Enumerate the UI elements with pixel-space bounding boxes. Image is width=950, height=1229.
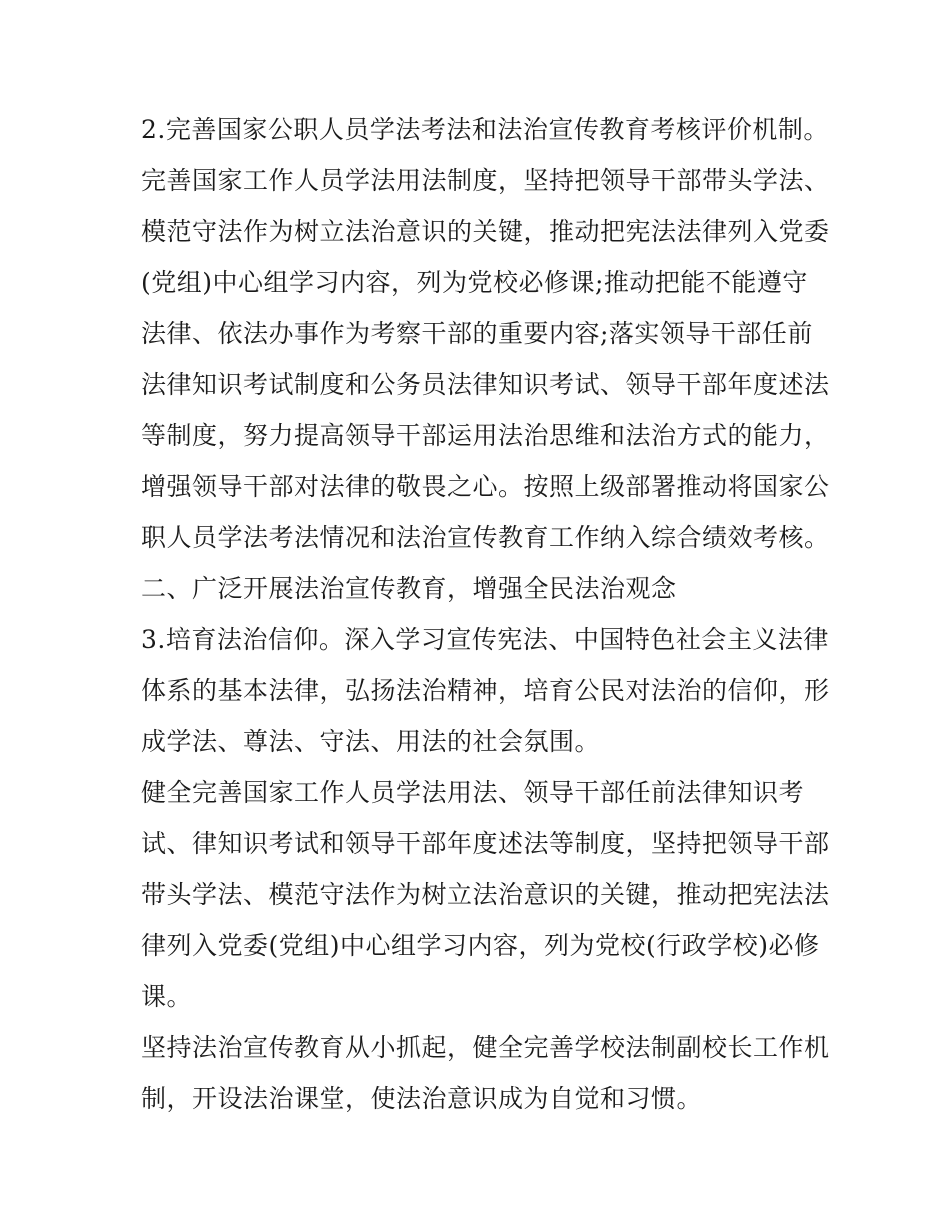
text-line: 2.完善国家公职人员学法考法和法治宣传教育考核评价机制。 xyxy=(141,115,829,144)
text-line: 3.培育法治信仰。深入学习宣传宪法、中国特色社会主义法律 xyxy=(141,625,829,654)
text-line: 完善国家工作人员学法用法制度，坚持把领导干部带头学法、 xyxy=(141,166,830,195)
text-line: 健全完善国家工作人员学法用法、领导干部任前法律知识考 xyxy=(141,778,805,807)
text-line: 体系的基本法律，弘扬法治精神，培育公民对法治的信仰，形 xyxy=(141,676,830,705)
text-line: 等制度，努力提高领导干部运用法治思维和法治方式的能力， xyxy=(141,421,830,450)
text-line: 制，开设法治课堂，使法治意识成为自觉和习惯。 xyxy=(141,1084,703,1113)
text-line: 带头学法、模范守法作为树立法治意识的关键，推动把宪法法 xyxy=(141,880,830,909)
text-line: 试、律知识考试和领导干部年度述法等制度，坚持把领导干部 xyxy=(141,829,830,858)
text-line: 法律、依法办事作为考察干部的重要内容;落实领导干部任前 xyxy=(141,319,813,348)
text-line: (党组)中心组学习内容，列为党校必修课;推动把能不能遵守 xyxy=(141,268,808,297)
section-heading: 二、广泛开展法治宣传教育，增强全民法治观念 xyxy=(141,574,677,603)
text-line: 职人员学法考法情况和法治宣传教育工作纳入综合绩效考核。 xyxy=(141,523,830,552)
text-line: 律列入党委(党组)中心组学习内容，列为党校(行政学校)必修 xyxy=(141,931,820,960)
text-line: 课。 xyxy=(141,982,193,1011)
text-line: 增强领导干部对法律的敬畏之心。按照上级部署推动将国家公 xyxy=(141,472,830,501)
text-line: 模范守法作为树立法治意识的关键，推动把宪法法律列入党委 xyxy=(141,217,830,246)
text-line: 法律知识考试制度和公务员法律知识考试、领导干部年度述法 xyxy=(141,370,830,399)
text-line: 成学法、尊法、守法、用法的社会氛围。 xyxy=(141,727,601,756)
text-line: 坚持法治宣传教育从小抓起，健全完善学校法制副校长工作机 xyxy=(141,1033,830,1062)
